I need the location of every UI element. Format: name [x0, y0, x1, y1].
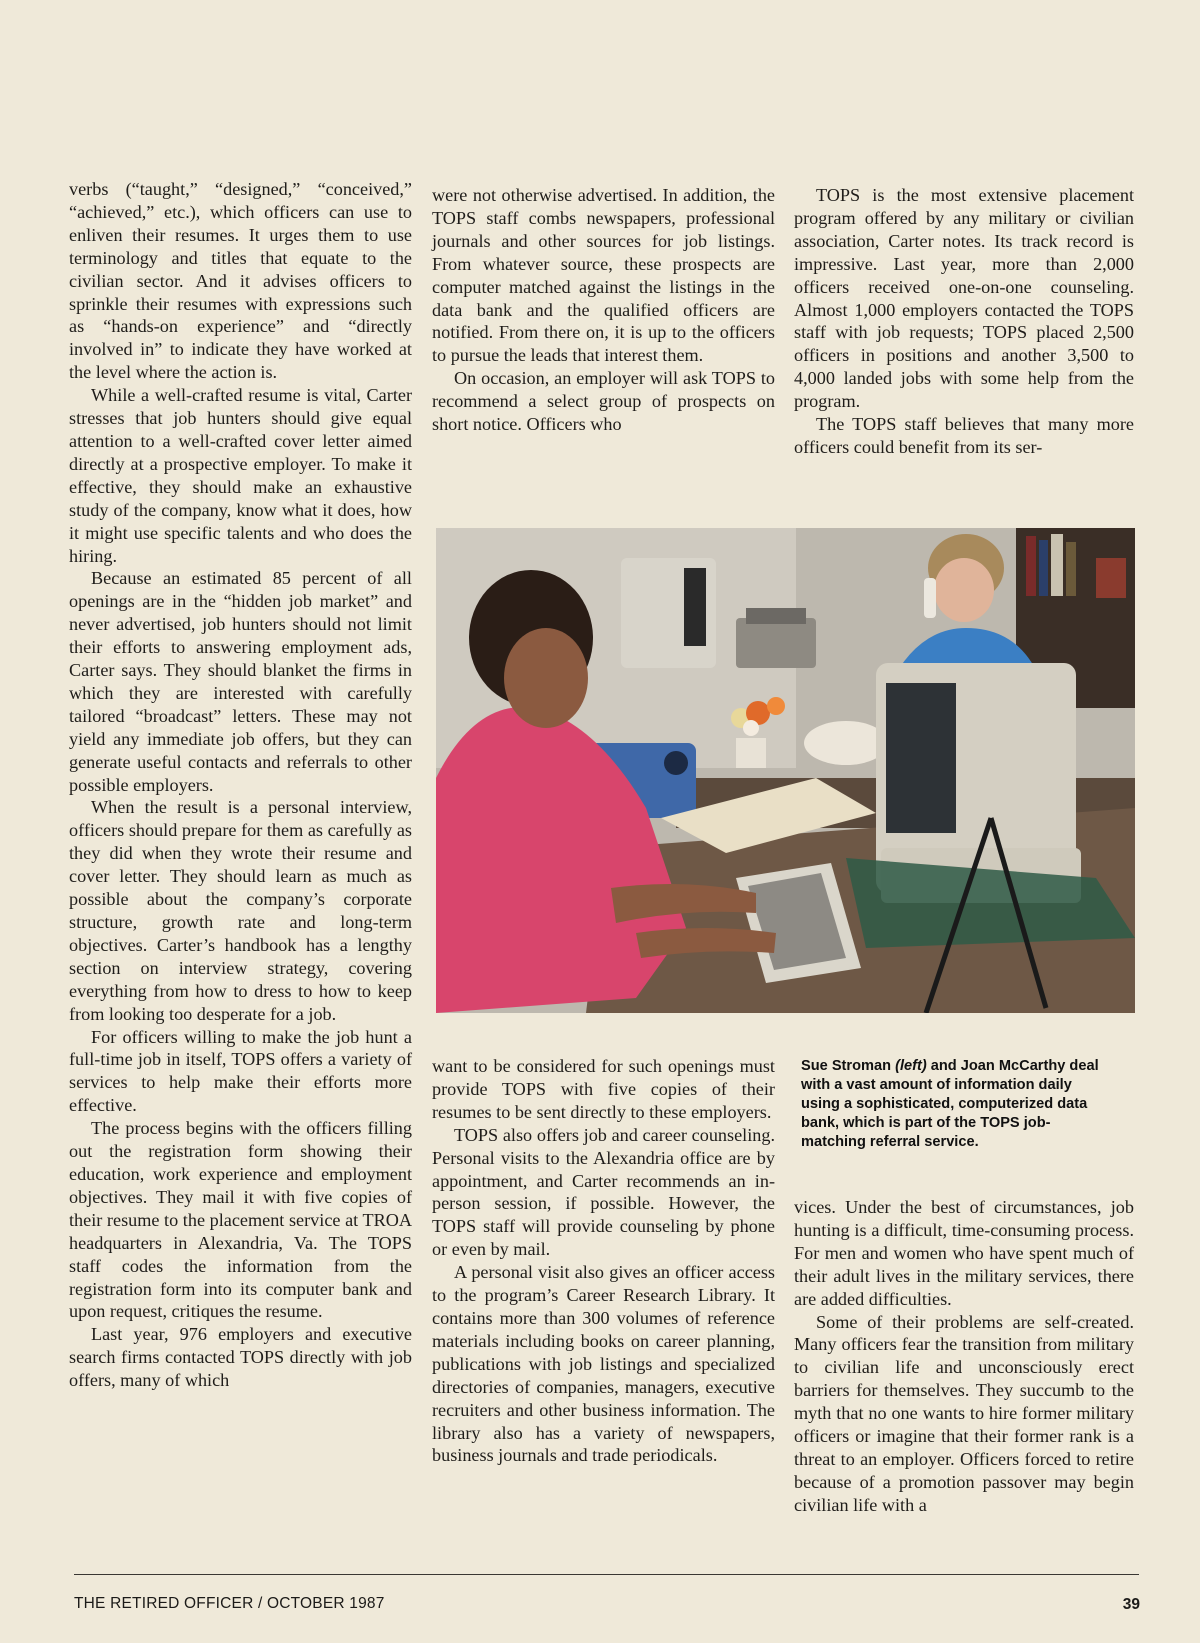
paragraph: On occasion, an employer will ask TOPS to recommend a select group of prospects on short notice. Officers who	[432, 368, 775, 435]
text-column-3-top	[794, 184, 1134, 459]
caption-position: (left)	[895, 1058, 927, 1074]
office-photo	[436, 528, 1135, 1013]
publication-line: THE RETIRED OFFICER / OCTOBER 1987	[74, 1595, 385, 1612]
paragraph: The process begins with the officers filling out the registration form showing their education, work experience and employment objectives. They mail it with five copies of their resume to the placement service at TROA headquarters in Alexandria, Va. The TOPS staff codes the information from the registration form into its computer bank and upon request, critiques the resume.	[69, 1118, 412, 1322]
caption-text: and Joan McCarthy deal with a vast amount of information daily using a sophisticated, computerized data bank, which is part of the TOPS job-matching referral service.	[801, 1058, 1099, 1150]
paragraph: While a well-crafted resume is vital, Carter stresses that job hunters should give equal attention to a well-crafted cover letter aimed directly at a prospective employer. To make it effective, they should make an exhaustive study of the company, know what it does, how it might use specific talents and who does the hiring.	[69, 385, 412, 566]
paragraph: verbs (“taught,” “designed,” “conceived,” “achieved,” etc.), which officers can use to enliven their resumes. It urges them to use terminology and titles that equate to the civilian sector. And it advises officers to sprinkle their resumes with expressions such as “hands-on experience” and “directly involved in” to indicate they have worked at the level where the action is.	[69, 179, 412, 383]
caption-name: Sue Stroman	[801, 1058, 892, 1074]
paragraph: TOPS also offers job and career counseling. Personal visits to the Alexandria office are by appointment, and Carter recommends an in-person session, if possible. However, the TOPS staff will provide counseling by phone or even by mail.	[432, 1124, 775, 1260]
footer-divider	[74, 1574, 1139, 1575]
paragraph: want to be considered for such openings must provide TOPS with five copies of their resumes to be sent directly to these employers.	[432, 1056, 775, 1122]
paragraph: For officers willing to make the job hunt a full-time job in itself, TOPS offers a variety of services to help make their efforts more effective.	[69, 1026, 412, 1116]
page-number: 39	[1122, 1596, 1140, 1613]
paragraph: Some of their problems are self-created. Many officers fear the transition from military to civilian life and unconsciously erect barriers for themselves. They succumb to the myth that no one wants to hire former military officers or imagine that their former rank is a threat to an employer. Officers forced to retire because of a promotion passover may begin civilian life with a	[794, 1311, 1134, 1515]
photo-caption	[801, 1057, 1106, 1152]
paragraph: When the result is a personal interview, officers should prepare for them as carefully as they did when they wrote their resume and cover letter. They should learn as much as possible about the company’s corporate structure, growth rate and long-term objectives. Carter’s handbook has a lengthy section on interview strategy, covering everything from how to dress to how to keep from looking too desperate for a job.	[69, 797, 412, 1024]
office-scene-illustration	[436, 528, 1135, 1013]
paragraph: were not otherwise advertised. In addition, the TOPS staff combs newspapers, professional journals and other sources for job listings. From whatever source, these prospects are computer matched against the listings in the data bank and the qualified officers are notified. From there on, it is up to the officers to pursue the leads that interest them.	[432, 185, 775, 366]
text-column-1	[69, 178, 412, 1392]
paragraph: A personal visit also gives an officer access to the program’s Career Research Library. It contains more than 300 volumes of reference materials including books on career planning, publications with job listings and specialized directories of companies, managers, executive recruiters and other business information. The library also has a variety of newspapers, business journals and trade periodicals.	[432, 1262, 775, 1466]
paragraph: The TOPS staff believes that many more officers could benefit from its ser-	[794, 414, 1134, 457]
paragraph: Because an estimated 85 percent of all openings are in the “hidden job market” and never advertised, job hunters should not limit their efforts to answering employment ads, Carter says. They should blanket the firms in which they are interested with carefully tailored “broadcast” letters. These may not yield any immediate job offers, but they can generate useful contacts and referrals to other possible employers.	[69, 568, 412, 795]
paragraph: vices. Under the best of circumstances, job hunting is a difficult, time-consuming process. For men and women who have spent much of their adult lives in the military services, there are added difficulties.	[794, 1197, 1134, 1309]
text-column-2-bottom	[432, 1055, 775, 1467]
text-column-2-top	[432, 184, 775, 436]
paragraph: Last year, 976 employers and executive search firms contacted TOPS directly with job offers, many of which	[69, 1324, 412, 1391]
text-column-3-bottom	[794, 1196, 1134, 1517]
paragraph: TOPS is the most extensive placement program offered by any military or civilian association, Carter notes. Its track record is impressive. Last year, more than 2,000 officers received one-on-one counseling. Almost 1,000 employers contacted the TOPS staff with job requests; TOPS placed 2,500 officers in positions and another 3,500 to 4,000 landed jobs with some help from the program.	[794, 185, 1134, 412]
